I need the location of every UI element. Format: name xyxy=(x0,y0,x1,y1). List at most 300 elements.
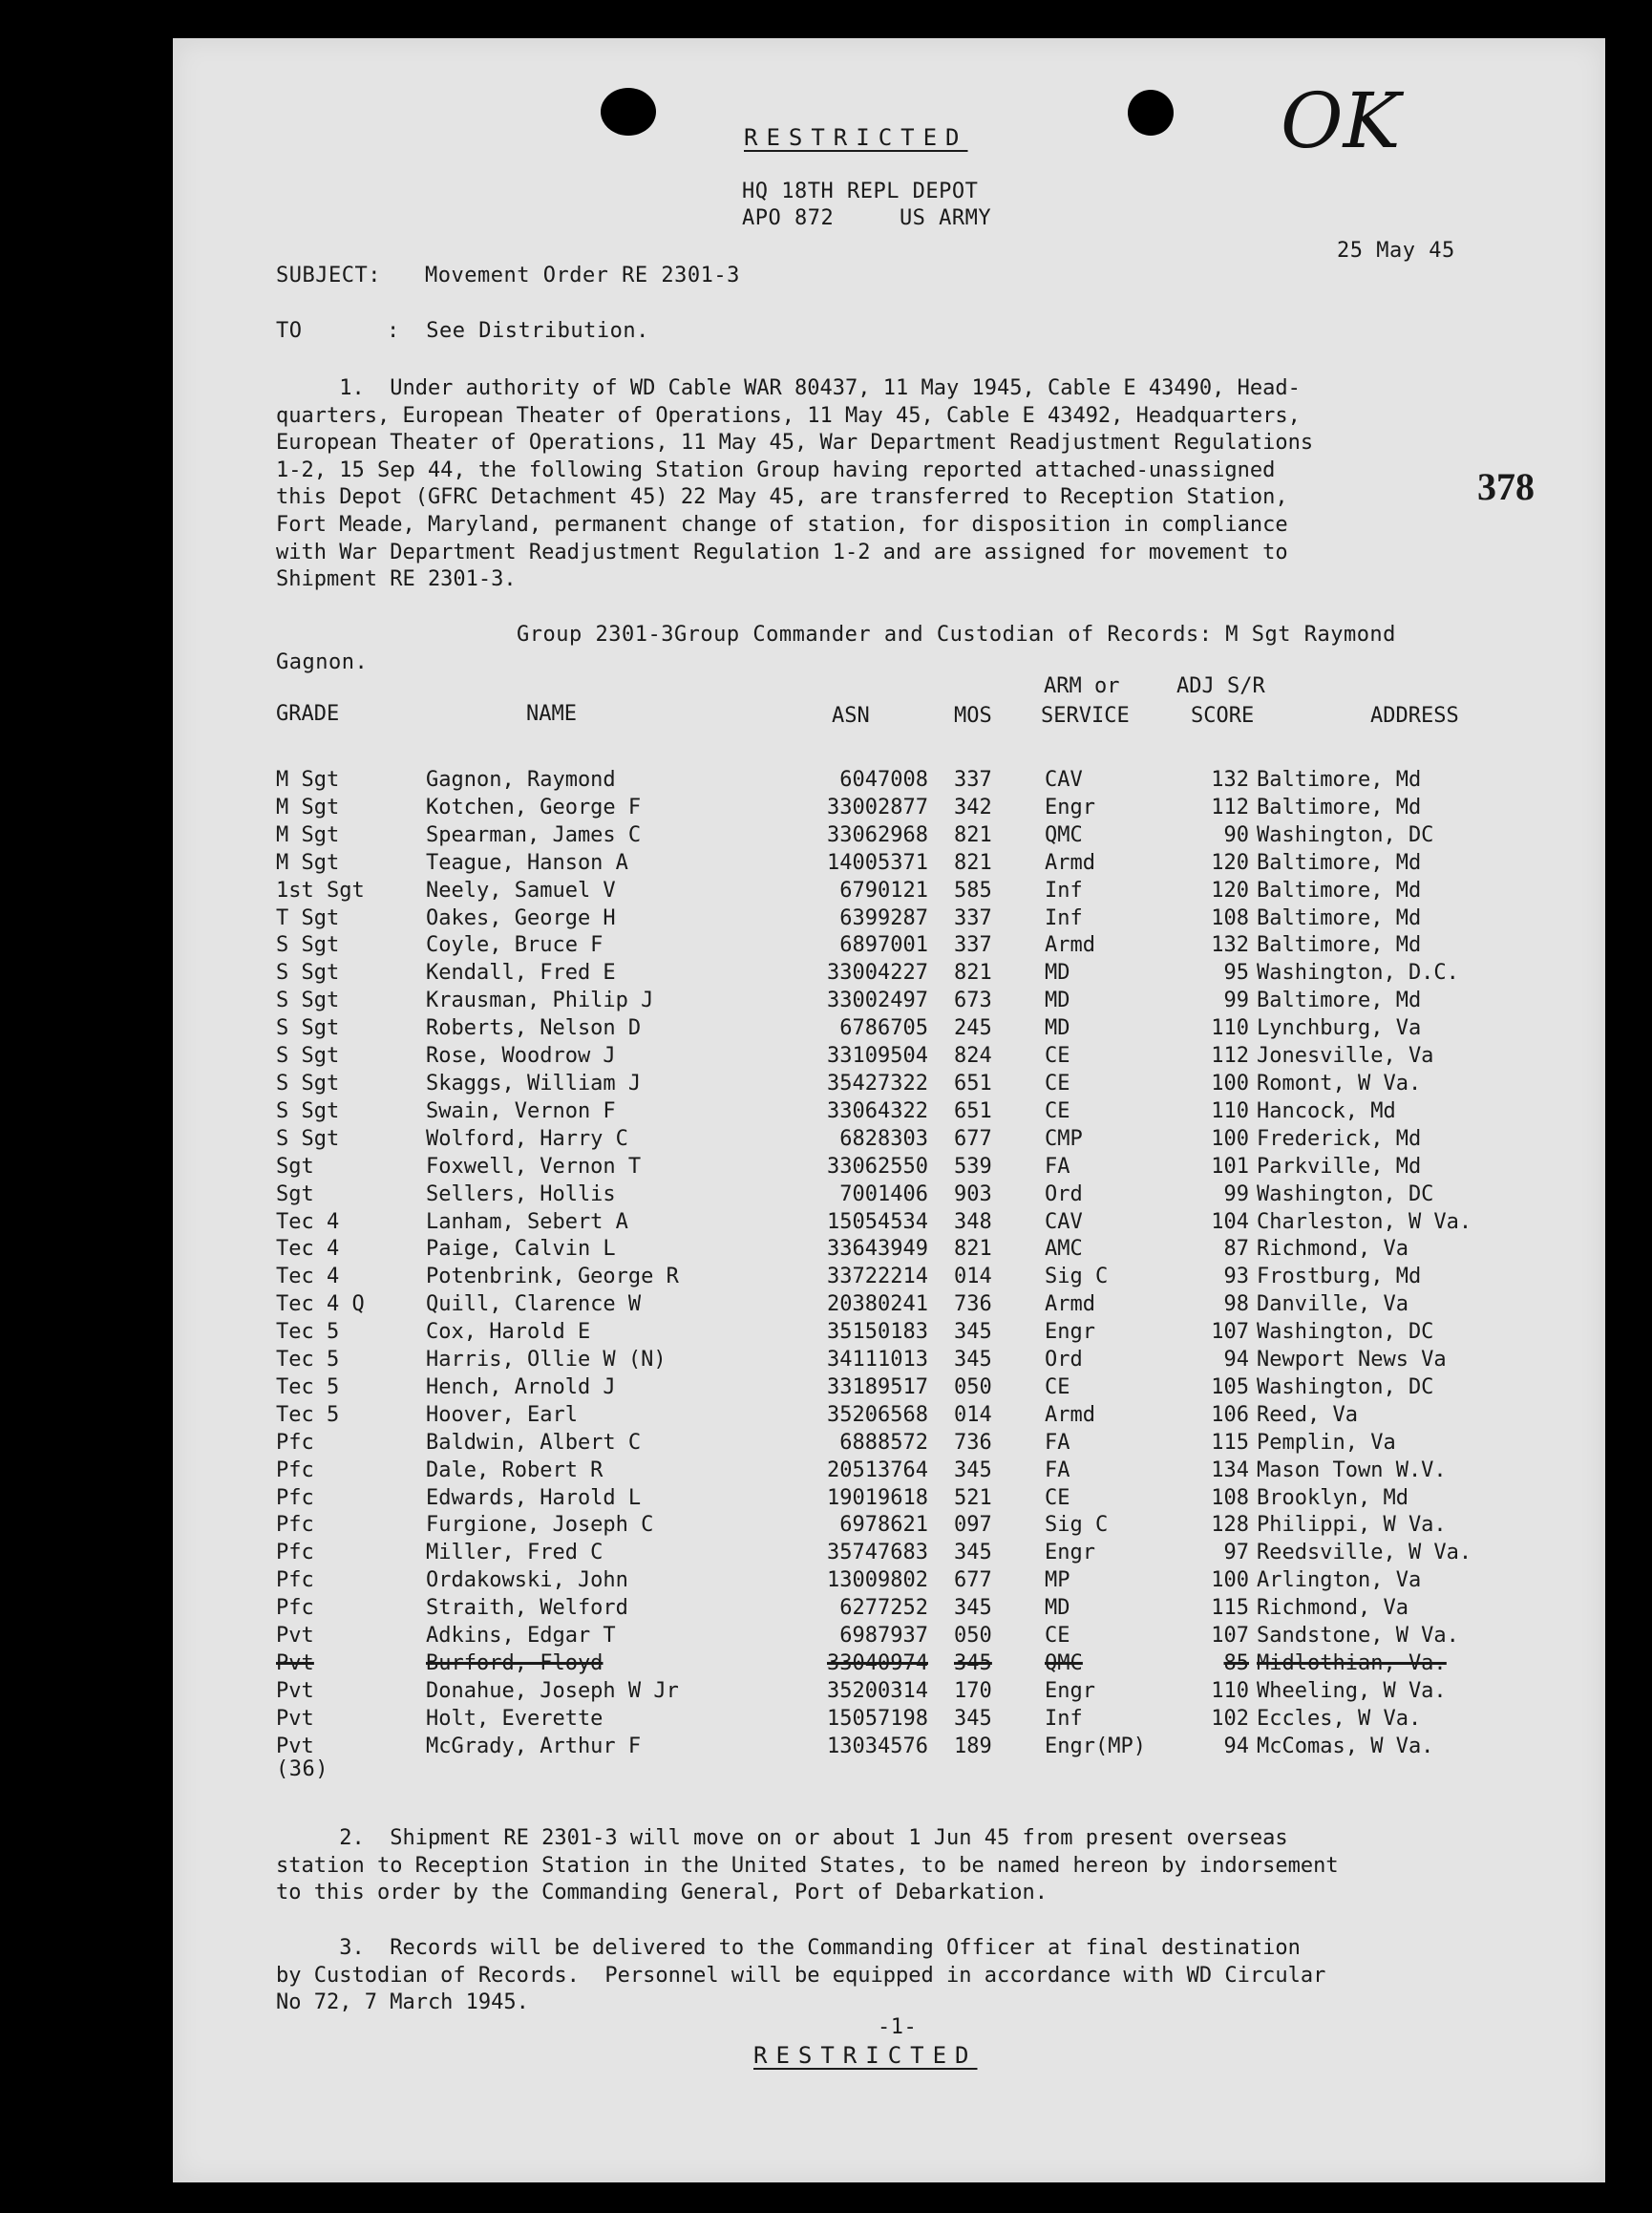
column-header-grade: GRADE xyxy=(276,702,340,726)
address-cell: Baltimore, Md xyxy=(1257,878,1422,903)
service-cell: CE xyxy=(1045,1071,1070,1096)
address-cell: McComas, W Va. xyxy=(1257,1734,1434,1758)
asn-cell: 13034576 xyxy=(827,1734,928,1758)
asn-cell: 33040974 xyxy=(827,1651,928,1675)
punch-hole-right xyxy=(1128,90,1174,136)
mos-cell: 677 xyxy=(954,1126,992,1151)
grade-cell: Pvt xyxy=(276,1624,314,1649)
mos-cell: 337 xyxy=(954,905,992,930)
roster-row xyxy=(276,1623,1543,1650)
mos-cell: 014 xyxy=(954,1402,992,1427)
grade-cell: Tec 4 xyxy=(276,1265,340,1289)
mos-cell: 345 xyxy=(954,1596,992,1621)
service-cell: CAV xyxy=(1045,768,1083,792)
roster-row xyxy=(276,1347,1543,1374)
mos-cell: 677 xyxy=(954,1568,992,1593)
asn-cell: 33002497 xyxy=(827,989,928,1013)
name-cell: Burford, Floyd xyxy=(426,1651,604,1675)
roster-row xyxy=(276,1595,1543,1623)
name-cell: Furgione, Joseph C xyxy=(426,1513,654,1538)
grade-cell: M Sgt xyxy=(276,768,340,792)
service-cell: CE xyxy=(1045,1485,1070,1510)
score-cell: 115 xyxy=(1211,1430,1249,1455)
address-cell: Baltimore, Md xyxy=(1257,989,1422,1013)
personnel-roster-table xyxy=(276,767,1543,1761)
address-cell: Mason Town W.V. xyxy=(1257,1458,1447,1482)
roster-row xyxy=(276,1402,1543,1430)
grade-cell: Tec 4 xyxy=(276,1237,340,1262)
service-cell: Engr(MP) xyxy=(1045,1734,1146,1758)
score-cell: 95 xyxy=(1223,961,1249,986)
mos-cell: 736 xyxy=(954,1430,992,1455)
score-cell: 102 xyxy=(1211,1706,1249,1731)
asn-cell: 20513764 xyxy=(827,1458,928,1482)
grade-cell: M Sgt xyxy=(276,850,340,875)
asn-cell: 15057198 xyxy=(827,1706,928,1731)
score-cell: 93 xyxy=(1223,1265,1249,1289)
grade-cell: Sgt xyxy=(276,1181,314,1206)
score-cell: 87 xyxy=(1223,1237,1249,1262)
service-cell: MD xyxy=(1045,1596,1070,1621)
name-cell: Coyle, Bruce F xyxy=(426,933,604,958)
column-header-address: ADDRESS xyxy=(1370,704,1459,728)
name-cell: Sellers, Hollis xyxy=(426,1181,616,1206)
score-cell: 110 xyxy=(1211,1678,1249,1703)
grade-cell: Tec 4 Q xyxy=(276,1292,365,1317)
roster-row xyxy=(276,1430,1543,1458)
grade-cell: Tec 5 xyxy=(276,1402,340,1427)
asn-cell: 33189517 xyxy=(827,1374,928,1399)
roster-row xyxy=(276,1236,1543,1264)
roster-row xyxy=(276,1126,1543,1154)
address-cell: Parkville, Md xyxy=(1257,1154,1422,1179)
address-cell: Baltimore, Md xyxy=(1257,905,1422,930)
mos-cell: 345 xyxy=(954,1458,992,1482)
document-date: 25 May 45 xyxy=(1337,239,1455,263)
roster-row xyxy=(276,1015,1543,1043)
mos-cell: 342 xyxy=(954,795,992,819)
address-cell: Eccles, W Va. xyxy=(1257,1706,1422,1731)
score-cell: 132 xyxy=(1211,768,1249,792)
grade-cell: S Sgt xyxy=(276,989,340,1013)
handwritten-ok-mark: OK xyxy=(1281,76,1401,165)
score-cell: 98 xyxy=(1223,1292,1249,1317)
grade-cell: S Sgt xyxy=(276,1071,340,1096)
service-cell: Sig C xyxy=(1045,1513,1109,1538)
service-cell: CMP xyxy=(1045,1126,1083,1151)
grade-cell: Sgt xyxy=(276,1154,314,1179)
score-cell: 120 xyxy=(1211,878,1249,903)
asn-cell: 19019618 xyxy=(827,1485,928,1510)
asn-cell: 35150183 xyxy=(827,1320,928,1345)
name-cell: Gagnon, Raymond xyxy=(426,768,616,792)
service-cell: Engr xyxy=(1045,1678,1095,1703)
service-cell: CE xyxy=(1045,1044,1070,1069)
score-cell: 108 xyxy=(1211,1485,1249,1510)
name-cell: Oakes, George H xyxy=(426,905,616,930)
grade-cell: T Sgt xyxy=(276,905,340,930)
roster-row xyxy=(276,878,1543,905)
restricted-footer: RESTRICTED xyxy=(753,2042,978,2069)
grade-cell: Pfc xyxy=(276,1485,314,1510)
grade-cell: Pfc xyxy=(276,1568,314,1593)
asn-cell: 35206568 xyxy=(827,1402,928,1427)
address-cell: Pemplin, Va xyxy=(1257,1430,1396,1455)
asn-cell: 6277252 xyxy=(839,1596,928,1621)
address-cell: Arlington, Va xyxy=(1257,1568,1422,1593)
asn-cell: 13009802 xyxy=(827,1568,928,1593)
mos-cell: 821 xyxy=(954,1237,992,1262)
roster-count: (36) xyxy=(276,1757,328,1781)
service-cell: QMC xyxy=(1045,822,1083,847)
mos-cell: 821 xyxy=(954,850,992,875)
asn-cell: 33002877 xyxy=(827,795,928,819)
mos-cell: 345 xyxy=(954,1320,992,1345)
grade-cell: M Sgt xyxy=(276,822,340,847)
score-cell: 97 xyxy=(1223,1541,1249,1565)
mos-cell: 345 xyxy=(954,1541,992,1565)
roster-row xyxy=(276,1319,1543,1347)
mos-cell: 337 xyxy=(954,768,992,792)
grade-cell: Pvt xyxy=(276,1651,314,1675)
roster-row xyxy=(276,767,1543,795)
name-cell: Lanham, Sebert A xyxy=(426,1209,628,1234)
score-cell: 99 xyxy=(1223,1181,1249,1206)
service-cell: FA xyxy=(1045,1430,1070,1455)
asn-cell: 6888572 xyxy=(839,1430,928,1455)
grade-cell: Pvt xyxy=(276,1734,314,1758)
address-cell: Lynchburg, Va xyxy=(1257,1016,1422,1041)
asn-cell: 6828303 xyxy=(839,1126,928,1151)
roster-row xyxy=(276,960,1543,988)
service-cell: Inf xyxy=(1045,905,1083,930)
mos-cell: 824 xyxy=(954,1044,992,1069)
score-cell: 120 xyxy=(1211,850,1249,875)
asn-cell: 33722214 xyxy=(827,1265,928,1289)
service-cell: MD xyxy=(1045,1016,1070,1041)
roster-row xyxy=(276,1291,1543,1319)
asn-cell: 6897001 xyxy=(839,933,928,958)
address-cell: Baltimore, Md xyxy=(1257,795,1422,819)
column-header-score: SCORE xyxy=(1191,704,1255,728)
column-header-name: NAME xyxy=(526,702,577,726)
address-cell: Baltimore, Md xyxy=(1257,768,1422,792)
grade-cell: S Sgt xyxy=(276,1126,340,1151)
to-label: TO xyxy=(276,319,303,343)
name-cell: Paige, Calvin L xyxy=(426,1237,616,1262)
roster-row xyxy=(276,1512,1543,1540)
score-cell: 112 xyxy=(1211,795,1249,819)
address-cell: Washington, DC xyxy=(1257,1374,1434,1399)
score-cell: 90 xyxy=(1223,822,1249,847)
score-cell: 107 xyxy=(1211,1320,1249,1345)
asn-cell: 33062550 xyxy=(827,1154,928,1179)
grade-cell: Tec 5 xyxy=(276,1320,340,1345)
column-header-arm-or: ARM or xyxy=(1044,674,1120,698)
score-cell: 100 xyxy=(1211,1568,1249,1593)
address-cell: Philippi, W Va. xyxy=(1257,1513,1447,1538)
mos-cell: 673 xyxy=(954,989,992,1013)
name-cell: Rose, Woodrow J xyxy=(426,1044,616,1069)
name-cell: Hoover, Earl xyxy=(426,1402,578,1427)
score-cell: 101 xyxy=(1211,1154,1249,1179)
name-cell: Kendall, Fred E xyxy=(426,961,616,986)
address-cell: Washington, D.C. xyxy=(1257,961,1459,986)
name-cell: Quill, Clarence W xyxy=(426,1292,642,1317)
roster-row xyxy=(276,795,1543,822)
mos-cell: 170 xyxy=(954,1678,992,1703)
asn-cell: 7001406 xyxy=(839,1181,928,1206)
asn-cell: 14005371 xyxy=(827,850,928,875)
address-cell: Hancock, Md xyxy=(1257,1098,1396,1123)
asn-cell: 33064322 xyxy=(827,1098,928,1123)
asn-cell: 33004227 xyxy=(827,961,928,986)
score-cell: 107 xyxy=(1211,1624,1249,1649)
address-cell: Washington, DC xyxy=(1257,822,1434,847)
asn-cell: 35427322 xyxy=(827,1071,928,1096)
paragraph-2: 2. Shipment RE 2301-3 will move on or about 1 Jun 45 from present overseas station to Reception Station in the United States, to be named hereon by indorsement to this order by the Commanding General, Port of Debarkation. xyxy=(276,1826,1339,1905)
asn-cell: 6047008 xyxy=(839,768,928,792)
name-cell: Roberts, Nelson D xyxy=(426,1016,642,1041)
name-cell: Edwards, Harold L xyxy=(426,1485,642,1510)
document-page xyxy=(173,38,1605,2182)
service-cell: Ord xyxy=(1045,1181,1083,1206)
address-cell: Sandstone, W Va. xyxy=(1257,1624,1459,1649)
service-cell: MD xyxy=(1045,989,1070,1013)
grade-cell: S Sgt xyxy=(276,1016,340,1041)
asn-cell: 15054534 xyxy=(827,1209,928,1234)
subject-label: SUBJECT: xyxy=(276,264,381,287)
service-cell: Engr xyxy=(1045,1320,1095,1345)
address-cell: Baltimore, Md xyxy=(1257,850,1422,875)
address-cell: Baltimore, Md xyxy=(1257,933,1422,958)
name-cell: Krausman, Philip J xyxy=(426,989,654,1013)
grade-cell: Pfc xyxy=(276,1596,314,1621)
roster-row xyxy=(276,1485,1543,1513)
score-cell: 105 xyxy=(1211,1374,1249,1399)
mos-cell: 337 xyxy=(954,933,992,958)
punch-hole-left xyxy=(601,88,656,136)
service-cell: FA xyxy=(1045,1154,1070,1179)
name-cell: Harris, Ollie W (N) xyxy=(426,1348,667,1372)
grade-cell: Tec 4 xyxy=(276,1209,340,1234)
grade-cell: 1st Sgt xyxy=(276,878,365,903)
mos-cell: 521 xyxy=(954,1485,992,1510)
asn-cell: 6790121 xyxy=(839,878,928,903)
service-cell: Armd xyxy=(1045,1292,1095,1317)
grade-cell: Pvt xyxy=(276,1678,314,1703)
score-cell: 132 xyxy=(1211,933,1249,958)
score-cell: 134 xyxy=(1211,1458,1249,1482)
asn-cell: 35747683 xyxy=(827,1541,928,1565)
mos-cell: 651 xyxy=(954,1071,992,1096)
grade-cell: Pfc xyxy=(276,1541,314,1565)
mos-cell: 345 xyxy=(954,1706,992,1731)
roster-row xyxy=(276,1098,1543,1126)
address-cell: Washington, DC xyxy=(1257,1181,1434,1206)
asn-cell: 33109504 xyxy=(827,1044,928,1069)
roster-row xyxy=(276,932,1543,960)
name-cell: Straith, Welford xyxy=(426,1596,628,1621)
mos-cell: 050 xyxy=(954,1624,992,1649)
service-cell: CE xyxy=(1045,1624,1070,1649)
unit-line-1: HQ 18TH REPL DEPOT xyxy=(742,180,979,203)
roster-row xyxy=(276,1181,1543,1209)
address-cell: Frederick, Md xyxy=(1257,1126,1422,1151)
service-cell: Engr xyxy=(1045,795,1095,819)
address-cell: Washington, DC xyxy=(1257,1320,1434,1345)
mos-cell: 345 xyxy=(954,1348,992,1372)
asn-cell: 20380241 xyxy=(827,1292,928,1317)
mos-cell: 348 xyxy=(954,1209,992,1234)
score-cell: 115 xyxy=(1211,1596,1249,1621)
name-cell: Holt, Everette xyxy=(426,1706,604,1731)
mos-cell: 821 xyxy=(954,961,992,986)
service-cell: Armd xyxy=(1045,1402,1095,1427)
service-cell: QMC xyxy=(1045,1651,1083,1675)
mos-cell: 651 xyxy=(954,1098,992,1123)
score-cell: 94 xyxy=(1223,1348,1249,1372)
address-cell: Reedsville, W Va. xyxy=(1257,1541,1472,1565)
mos-cell: 585 xyxy=(954,878,992,903)
page-number: -1- xyxy=(878,2015,918,2039)
grade-cell: Tec 5 xyxy=(276,1348,340,1372)
grade-cell: Pfc xyxy=(276,1430,314,1455)
group-line-2: Gagnon. xyxy=(276,650,369,674)
asn-cell: 6978621 xyxy=(839,1513,928,1538)
score-cell: 104 xyxy=(1211,1209,1249,1234)
grade-cell: S Sgt xyxy=(276,933,340,958)
name-cell: McGrady, Arthur F xyxy=(426,1734,642,1758)
address-cell: Charleston, W Va. xyxy=(1257,1209,1472,1234)
name-cell: Spearman, James C xyxy=(426,822,642,847)
address-cell: Newport News Va xyxy=(1257,1348,1447,1372)
address-cell: Richmond, Va xyxy=(1257,1237,1408,1262)
name-cell: Foxwell, Vernon T xyxy=(426,1154,642,1179)
grade-cell: M Sgt xyxy=(276,795,340,819)
roster-row xyxy=(276,1567,1543,1595)
mos-cell: 821 xyxy=(954,822,992,847)
asn-cell: 33643949 xyxy=(827,1237,928,1262)
name-cell: Ordakowski, John xyxy=(426,1568,628,1593)
score-cell: 112 xyxy=(1211,1044,1249,1069)
asn-cell: 34111013 xyxy=(827,1348,928,1372)
name-cell: Wolford, Harry C xyxy=(426,1126,628,1151)
service-cell: Ord xyxy=(1045,1348,1083,1372)
asn-cell: 6786705 xyxy=(839,1016,928,1041)
service-cell: MP xyxy=(1045,1568,1070,1593)
service-cell: Sig C xyxy=(1045,1265,1109,1289)
address-cell: Frostburg, Md xyxy=(1257,1265,1422,1289)
asn-cell: 35200314 xyxy=(827,1678,928,1703)
roster-row xyxy=(276,1264,1543,1291)
mos-cell: 539 xyxy=(954,1154,992,1179)
roster-row xyxy=(276,1043,1543,1071)
address-cell: Wheeling, W Va. xyxy=(1257,1678,1447,1703)
column-header-service: SERVICE xyxy=(1041,704,1130,728)
subject-text: Movement Order RE 2301-3 xyxy=(425,264,740,287)
address-cell: Romont, W Va. xyxy=(1257,1071,1422,1096)
address-cell: Brooklyn, Md xyxy=(1257,1485,1408,1510)
grade-cell: S Sgt xyxy=(276,1098,340,1123)
name-cell: Adkins, Edgar T xyxy=(426,1624,616,1649)
score-cell: 128 xyxy=(1211,1513,1249,1538)
mos-cell: 736 xyxy=(954,1292,992,1317)
name-cell: Miller, Fred C xyxy=(426,1541,604,1565)
name-cell: Swain, Vernon F xyxy=(426,1098,616,1123)
mos-cell: 903 xyxy=(954,1181,992,1206)
service-cell: AMC xyxy=(1045,1237,1083,1262)
score-cell: 85 xyxy=(1223,1651,1249,1675)
name-cell: Hench, Arnold J xyxy=(426,1374,616,1399)
service-cell: FA xyxy=(1045,1458,1070,1482)
address-cell: Richmond, Va xyxy=(1257,1596,1408,1621)
roster-row xyxy=(276,1706,1543,1734)
service-cell: Armd xyxy=(1045,850,1095,875)
unit-line-2: APO 872 US ARMY xyxy=(742,206,992,230)
service-cell: CE xyxy=(1045,1374,1070,1399)
roster-row xyxy=(276,822,1543,850)
score-cell: 94 xyxy=(1223,1734,1249,1758)
mos-cell: 345 xyxy=(954,1651,992,1675)
mos-cell: 097 xyxy=(954,1513,992,1538)
roster-row xyxy=(276,1071,1543,1098)
asn-cell: 6987937 xyxy=(839,1624,928,1649)
mos-cell: 014 xyxy=(954,1265,992,1289)
score-cell: 110 xyxy=(1211,1098,1249,1123)
column-header-mos: MOS xyxy=(954,704,992,728)
name-cell: Kotchen, George F xyxy=(426,795,642,819)
roster-row xyxy=(276,1374,1543,1402)
paragraph-3: 3. Records will be delivered to the Commanding Officer at final destination by Custodian of Records. Personnel will be equipped in accordance with WD Circular No 72, 7 March 1945. xyxy=(276,1936,1326,2015)
group-line-1: Group 2301-3Group Commander and Custodian of Records: M Sgt Raymond xyxy=(517,623,1396,647)
mos-cell: 050 xyxy=(954,1374,992,1399)
score-cell: 110 xyxy=(1211,1016,1249,1041)
paragraph-1: 1. Under authority of WD Cable WAR 80437, 11 May 1945, Cable E 43490, Head- quarters, European Theater of Operations, 11 May 45, Cable E 43492, Headquarters, European Theater of Operations, 11 May 45, War Department Readjustment Regulations 1-2, 15 Sep 44, the following Station Group having reported attached-unassigned this Depot (GFRC Detachment 45) 22 May 45, are transferred to Reception Station, Fort Meade, Maryland, permanent change of station, for disposition in compliance with War Department Readjustment Regulation 1-2 and are assigned for movement to Shipment RE 2301-3. xyxy=(276,376,1314,592)
roster-row xyxy=(276,1154,1543,1181)
service-cell: Inf xyxy=(1045,878,1083,903)
grade-cell: Pfc xyxy=(276,1513,314,1538)
address-cell: Jonesville, Va xyxy=(1257,1044,1434,1069)
score-cell: 106 xyxy=(1211,1402,1249,1427)
roster-row xyxy=(276,1540,1543,1567)
roster-body xyxy=(276,767,1543,1761)
column-header-adj-sr: ADJ S/R xyxy=(1176,674,1265,698)
service-cell: CE xyxy=(1045,1098,1070,1123)
name-cell: Neely, Samuel V xyxy=(426,878,616,903)
service-cell: CAV xyxy=(1045,1209,1083,1234)
grade-cell: Pfc xyxy=(276,1458,314,1482)
address-cell: Midlothian, Va. xyxy=(1257,1651,1447,1675)
restricted-header: RESTRICTED xyxy=(744,124,968,151)
stamp-number: 378 xyxy=(1477,465,1535,508)
roster-row xyxy=(276,1678,1543,1706)
asn-cell: 33062968 xyxy=(827,822,928,847)
service-cell: MD xyxy=(1045,961,1070,986)
address-cell: Danville, Va xyxy=(1257,1292,1408,1317)
name-cell: Donahue, Joseph W Jr xyxy=(426,1678,679,1703)
name-cell: Skaggs, William J xyxy=(426,1071,642,1096)
address-cell: Reed, Va xyxy=(1257,1402,1358,1427)
roster-row xyxy=(276,1734,1543,1761)
score-cell: 100 xyxy=(1211,1071,1249,1096)
roster-row xyxy=(276,905,1543,933)
roster-row xyxy=(276,850,1543,878)
name-cell: Potenbrink, George R xyxy=(426,1265,679,1289)
to-text: : See Distribution. xyxy=(387,319,649,343)
roster-row xyxy=(276,988,1543,1015)
name-cell: Teague, Hanson A xyxy=(426,850,628,875)
